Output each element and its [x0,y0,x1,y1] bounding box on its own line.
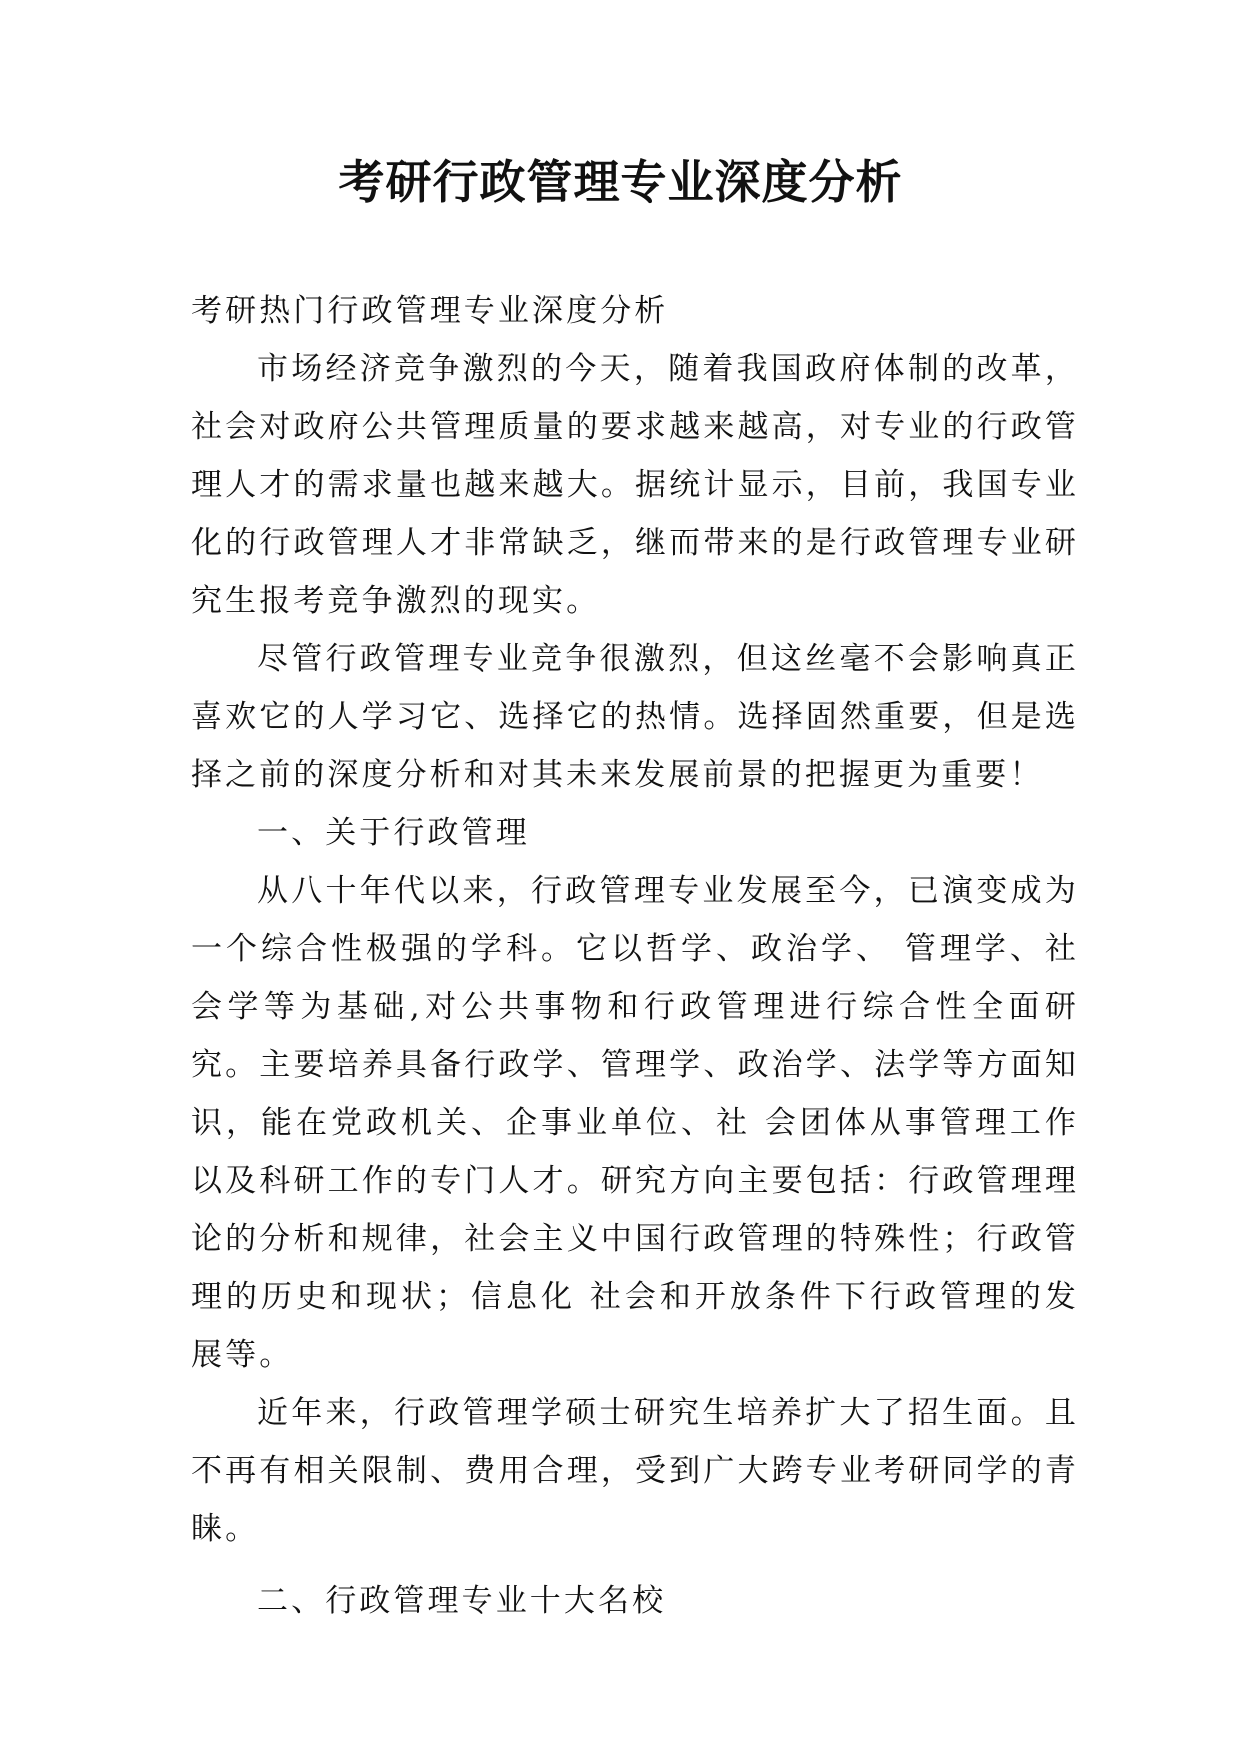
section-heading-about: 一、关于行政管理 [257,815,530,851]
paragraph-recent: 近年来，行政管理学硕士研究生培养扩大了招生面。且不再有相关限制、费用合理，受到广大跨专业考研同学的青睐。 [191,1395,1079,1547]
document-title: 考研行政管理专业深度分析 [338,155,903,209]
document-body [191,282,1079,1630]
paragraph-choice: 尽管行政管理专业竞争很激烈，但这丝毫不会影响真正喜欢它的人学习它、选择它的热情。选择固然重要，但是选择之前的深度分析和对其未来发展前景的把握更为重要！ [191,641,1079,793]
paragraph-about: 从八十年代以来，行政管理专业发展至今，已演变成为一个综合性极强的学科。它以哲学、政治学、 管理学、社会学等为基础,对公共事物和行政管理进行综合性全面研究。主要培养具备行政学、管理学、政治学、法学等方面知识，能在党政机关、企事业单位、社 会团体从事管理工作以及科研工作的专门人才。研究方向主要包括：行政管理理论的分析和规律，社会主义中国行政管理的特殊性；行政管理的历史和现状；信息化 社会和开放条件下行政管理的发展等。 [191,873,1079,1373]
document-subtitle: 考研热门行政管理专业深度分析 [191,293,669,329]
section-heading-top-schools: 二、行政管理专业十大名校 [257,1583,667,1619]
paragraph-intro: 市场经济竞争激烈的今天，随着我国政府体制的改革，社会对政府公共管理质量的要求越来越高，对专业的行政管理人才的需求量也越来越大。据统计显示，目前，我国专业化的行政管理人才非常缺乏，继而带来的是行政管理专业研究生报考竞争激烈的现实。 [191,351,1079,619]
